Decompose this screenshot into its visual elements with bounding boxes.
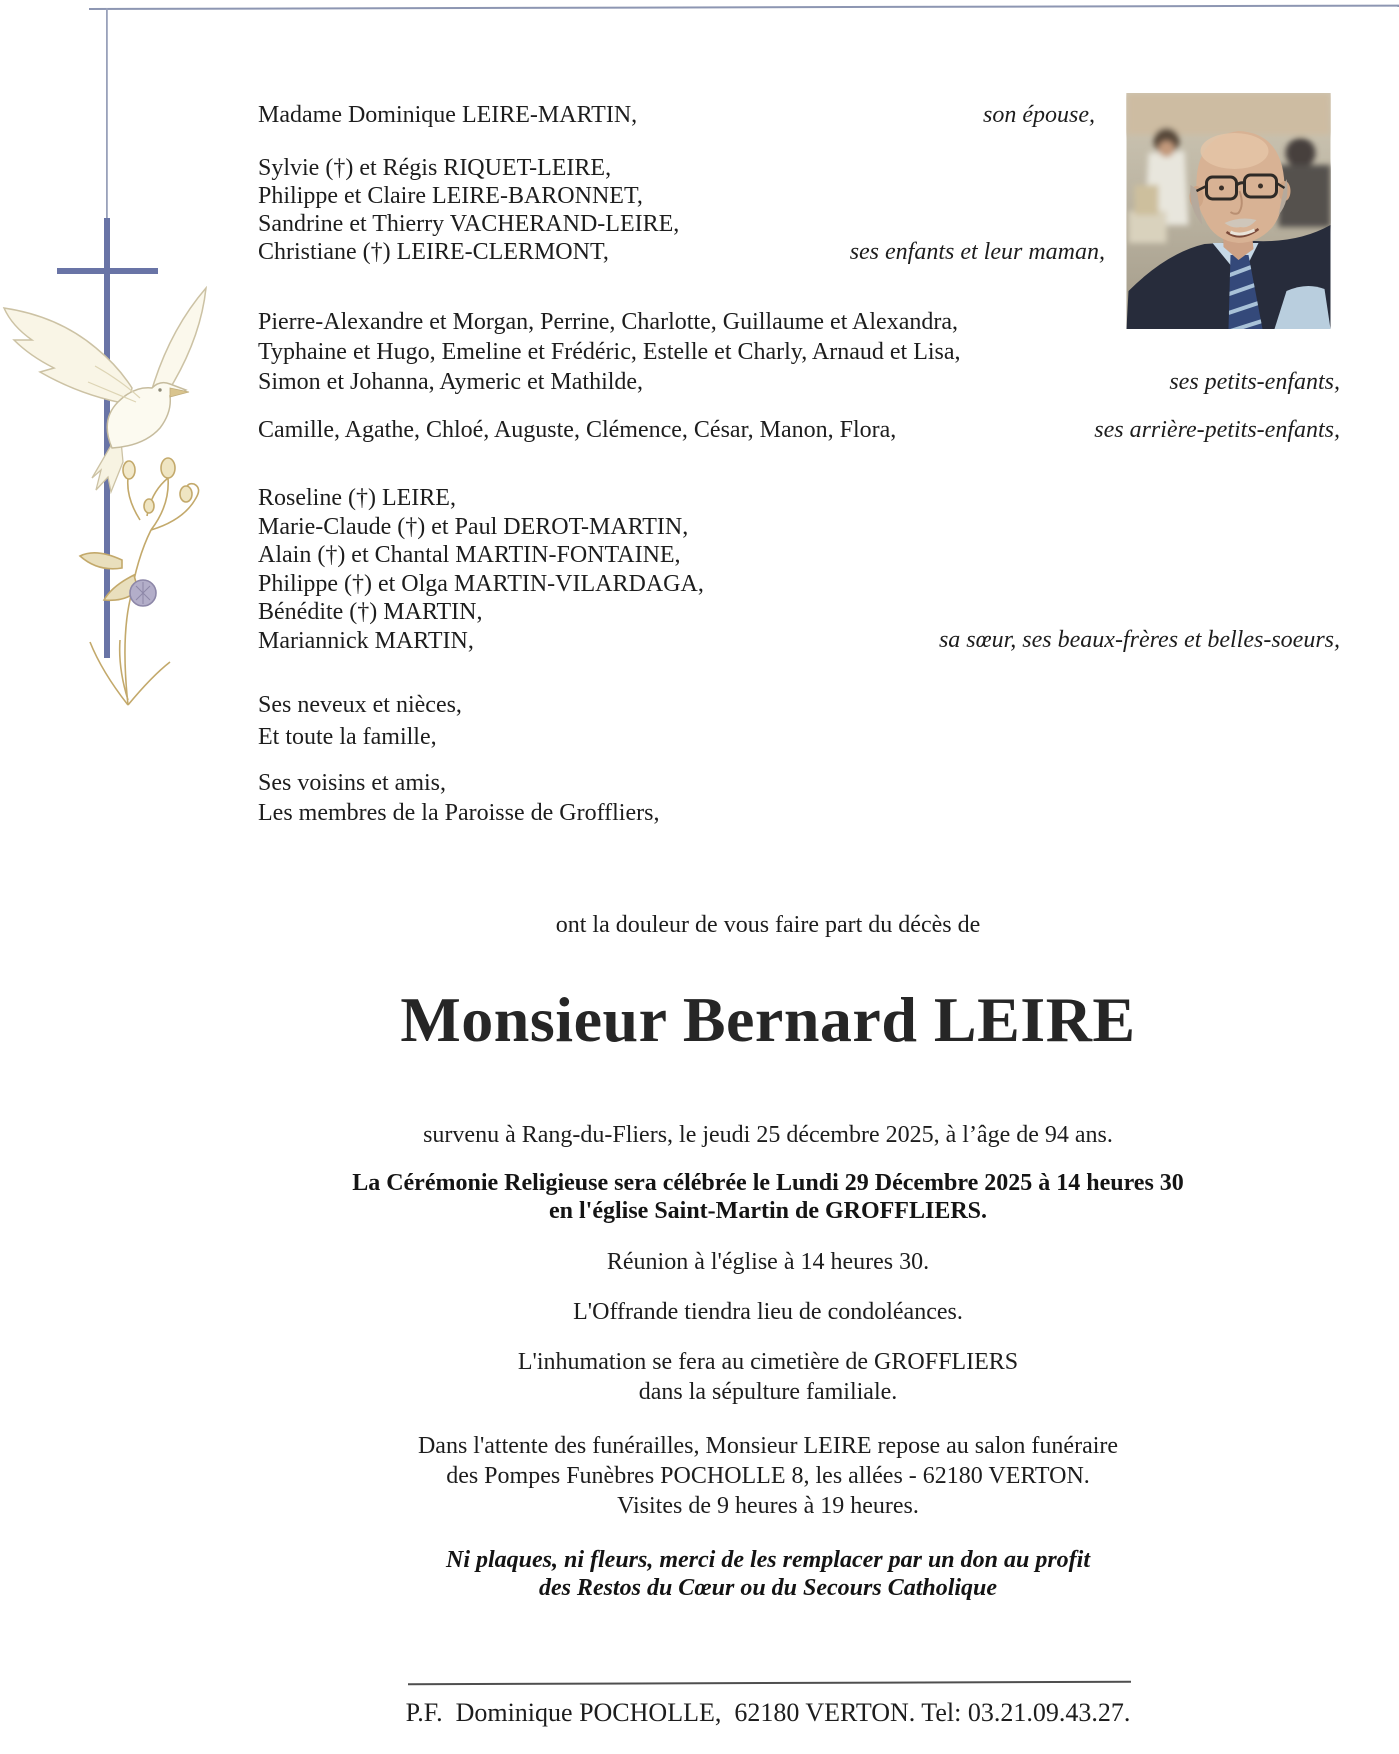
family-line: Ses neveux et nièces, — [258, 692, 462, 718]
repose-line: des Pompes Funèbres POCHOLLE 8, les allées - 62180 VERTON. — [446, 1463, 1090, 1489]
family-line: Sandrine et Thierry VACHERAND-LEIRE, — [258, 211, 680, 237]
repose-info — [152, 1431, 1384, 1521]
footer-divider-line — [408, 1681, 1131, 1686]
family-line: Alain (†) et Chantal MARTIN-FONTAINE, — [258, 542, 681, 568]
donation-line: Ni plaques, ni fleurs, merci de les remplacer par un don au profit — [445, 1547, 1091, 1573]
deceased-name-title: Monsieur Bernard LEIRE — [400, 984, 1136, 1055]
family-line: Les membres de la Paroisse de Groffliers, — [258, 800, 660, 826]
meeting-info: Réunion à l'église à 14 heures 30. — [606, 1249, 930, 1275]
ceremony-line: en l'église Saint-Martin de GROFFLIERS. — [549, 1198, 987, 1224]
grandchildren-relation-label: ses petits-enfants, — [1169, 369, 1340, 395]
grandchildren-names-group — [258, 307, 961, 397]
ceremony-details — [152, 1169, 1384, 1225]
family-line: Simon et Johanna, Aymeric et Mathilde, — [258, 369, 644, 395]
deceased-portrait-photo — [1126, 93, 1331, 329]
burial-line: L'inhumation se fera au cimetière de GROFFLIERS — [517, 1349, 1019, 1375]
great-grandchildren-names: Camille, Agathe, Chloé, Auguste, Clémence, César, Manon, Flora, — [258, 417, 897, 443]
family-line: Philippe et Claire LEIRE-BARONNET, — [258, 183, 643, 209]
ceremony-line: La Cérémonie Religieuse sera célébrée le Lundi 29 Décembre 2025 à 14 heures 30 — [352, 1170, 1184, 1196]
family-line: Sylvie (†) et Régis RIQUET-LEIRE, — [258, 155, 612, 181]
family-line: Bénédite (†) MARTIN, — [258, 599, 483, 625]
family-line: Roseline (†) LEIRE, — [258, 485, 456, 511]
burial-line: dans la sépulture familiale. — [638, 1379, 898, 1405]
siblings-names-group — [258, 484, 704, 655]
family-line: Christiane (†) LEIRE-CLERMONT, — [258, 239, 609, 265]
cross-dove-flowers-artwork — [0, 0, 240, 720]
page-left-border-line — [106, 8, 108, 218]
family-line: Marie-Claude (†) et Paul DEROT-MARTIN, — [258, 513, 689, 540]
family-line: Typhaine et Hugo, Emeline et Frédéric, Estelle et Charly, Arnaud et Lisa, — [258, 339, 961, 365]
spouse-names: Madame Dominique LEIRE-MARTIN, — [258, 102, 638, 128]
family-line: Et toute la famille, — [258, 724, 437, 750]
flowers-icon — [80, 458, 199, 705]
community-group — [258, 768, 659, 828]
burial-info — [152, 1347, 1384, 1407]
repose-line: Dans l'attente des funérailles, Monsieur LEIRE repose au salon funéraire — [417, 1433, 1119, 1459]
great-grandchildren-relation-label: ses arrière-petits-enfants, — [1094, 417, 1340, 443]
page-top-border-line — [89, 5, 1399, 10]
repose-line: Visites de 9 heures à 19 heures. — [617, 1493, 919, 1519]
footer-funeral-home: P.F. Dominique POCHOLLE, 62180 VERTON. Tel: 03.21.09.43.27. — [405, 1698, 1131, 1727]
children-names-group — [258, 154, 679, 266]
donation-request — [152, 1546, 1384, 1602]
family-line: Pierre-Alexandre et Morgan, Perrine, Charlotte, Guillaume et Alexandra, — [258, 309, 958, 335]
offering-info: L'Offrande tiendra lieu de condoléances. — [573, 1299, 963, 1325]
death-details: survenu à Rang-du-Fliers, le jeudi 25 décembre 2025, à l’âge de 94 ans. — [423, 1122, 1113, 1148]
spouse-relation-label: son épouse, — [983, 102, 1095, 128]
family-line: Philippe (†) et Olga MARTIN-VILARDAGA, — [258, 570, 704, 597]
announcement-intro: ont la douleur de vous faire part du décès de — [555, 912, 981, 938]
family-line: Mariannick MARTIN, — [258, 627, 474, 654]
portrait-illustration — [1126, 93, 1331, 329]
children-relation-label: ses enfants et leur maman, — [849, 239, 1105, 265]
family-line: Ses voisins et amis, — [258, 770, 447, 796]
siblings-relation-label: sa sœur, ses beaux-frères et belles-soeurs, — [938, 627, 1340, 653]
donation-line: des Restos du Cœur ou du Secours Catholique — [538, 1575, 998, 1601]
relatives-group — [258, 689, 462, 753]
